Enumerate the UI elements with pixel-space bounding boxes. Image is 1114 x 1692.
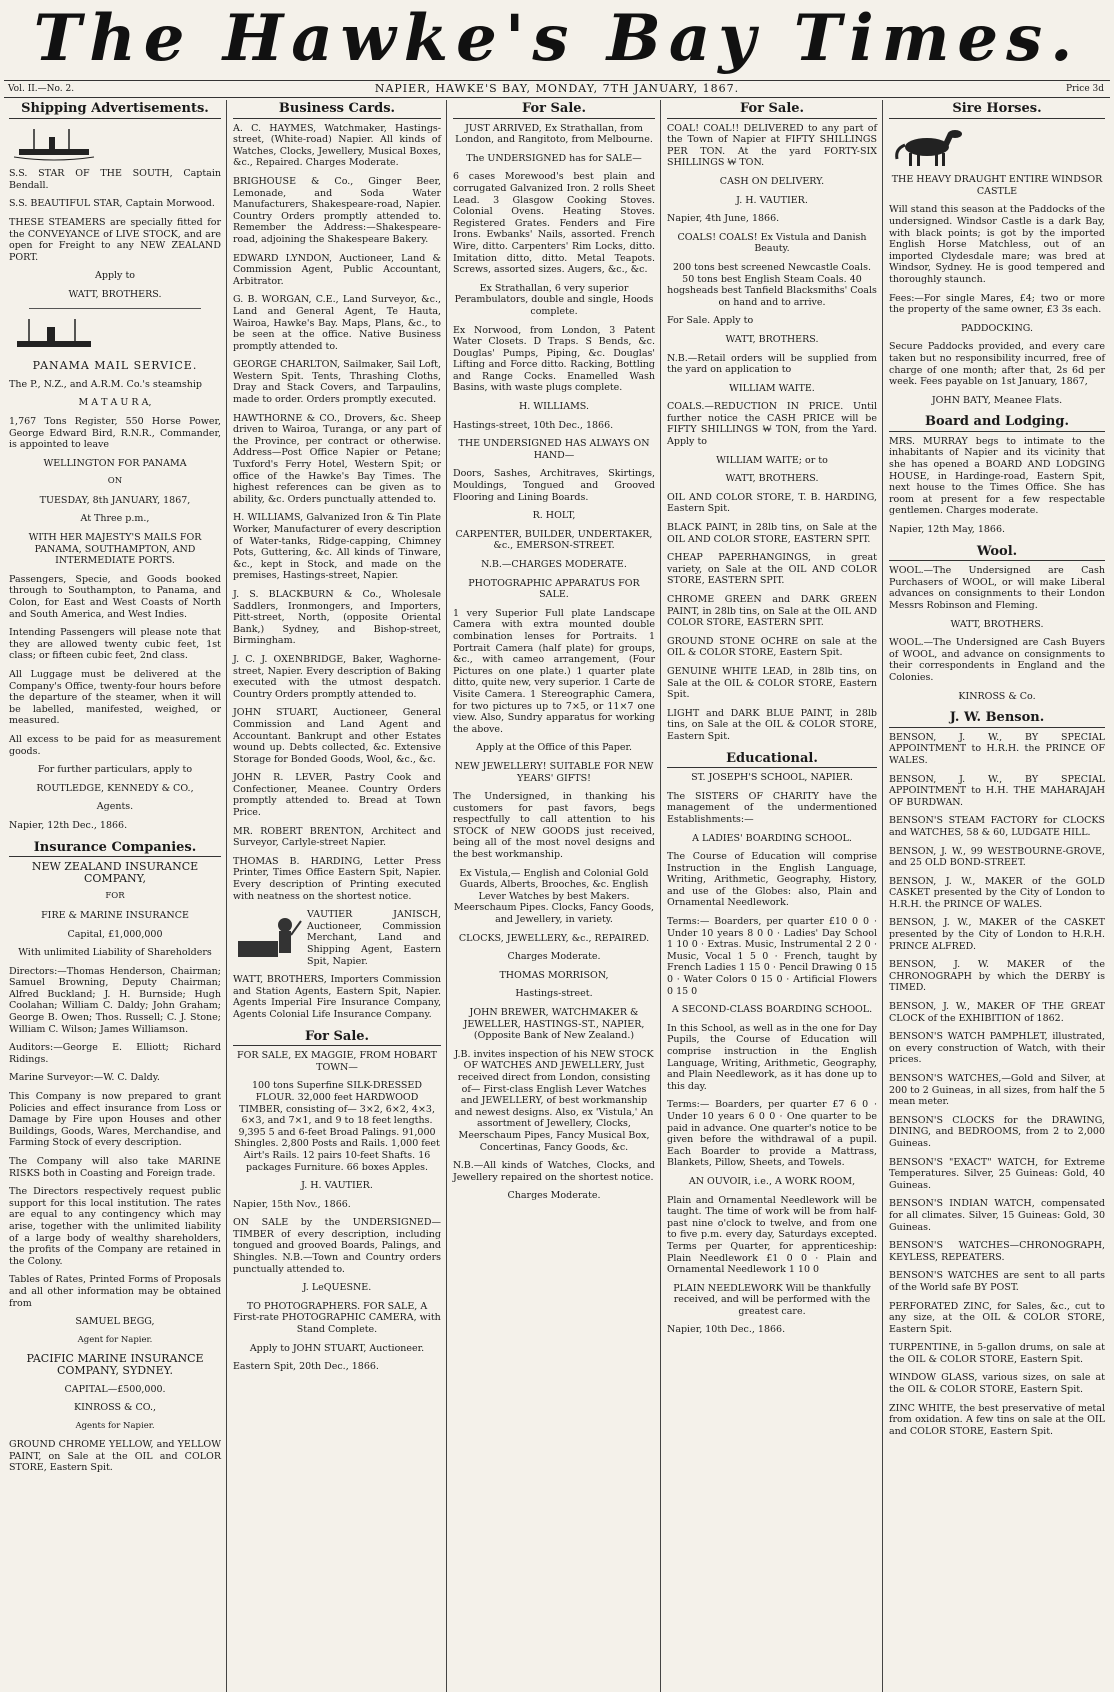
ad-heading: A LADIES' BOARDING SCHOOL.: [692, 832, 852, 844]
ad-text: Hastings-street.: [515, 988, 593, 1000]
benson-ad: BENSON'S WATCH PAMPHLET, illustrated, on every construction of Watch, with their prices.: [889, 1031, 1105, 1066]
advertiser-name: WILLIAM WAITE.: [729, 382, 815, 394]
ad-text: With unlimited Liability of Shareholders: [18, 947, 212, 959]
fee-table: Terms:— Boarders, per quarter £10 0 0 · Under 10 years 8 0 0 · Ladies' Day School 1 10 0 · Extras. Music, Instrumental 2 2 0 · Music, Vocal 1 5 0 · French, taught by French Ladies 1 15 0 · Pencil Drawing 0 15 0 · Water Colors 0 15 0 · Artificial Flowers 0 15 0: [667, 916, 877, 997]
benson-ad: BENSON, J. W., MAKER of the GOLD CASKET presented by the City of London to H.R.H. the PRINCE OF WALES.: [889, 875, 1105, 910]
masthead: [4, 0, 1110, 80]
ad-heading: A SECOND-CLASS BOARDING SCHOOL.: [671, 1004, 873, 1016]
ad-heading: THE HEAVY DRAUGHT ENTIRE WINDSOR CASTLE: [891, 174, 1103, 197]
advertisement: ON SALE by the UNDERSIGNED— TIMBER of every description, including tongued and grooved Boards, Palings, and Shingles. N.B.—Town and Country orders punctually attended to.: [233, 1217, 441, 1275]
advertisement: GENUINE WHITE LEAD, in 28lb tins, on Sale at the OIL & COLOR STORE, Eastern Spit.: [667, 665, 877, 701]
benson-ad: BENSON'S INDIAN WATCH, compensated for all climates. Silver, 15 Guineas: Gold, 30 Guineas.: [889, 1198, 1105, 1233]
capital-text: Capital, £1,000,000: [67, 928, 163, 940]
directors-list: Directors:—Thomas Henderson, Chairman; Samuel Browning, Deputy Chairman; Alfred Buckland; J. H. Burnside; Hugh Coolahan; William C. Daldy; John Graham; George B. Owen; Thos. Russell; C. J. Stone; William C. Wilson; James Williamson.: [9, 965, 221, 1035]
ad-heading: ST. JOSEPH'S SCHOOL, NAPIER.: [691, 772, 853, 784]
column-4: [662, 100, 882, 1692]
advertisement: WOOL.—The Undersigned are Cash Purchasers of WOOL, or will make Liberal advances on consignments to their London Messrs Robinson and Fleming.: [889, 565, 1105, 611]
advertisement: COAL! COAL!! DELIVERED to any part of the Town of Napier at FIFTY SHILLINGS PER TON. At the yard FORTY-SIX SHILLINGS ₩ TON.: [667, 122, 877, 169]
section-heading: For Sale.: [667, 100, 877, 119]
goods-list: 200 tons best screened Newcastle Coals. 50 tons best English Steam Coals. 40 hogsheads best Tanfield Blacksmiths' Coals on hand and to arrive.: [667, 261, 877, 308]
benson-ad: BENSON'S WATCHES are sent to all parts of the World safe BY POST.: [889, 1270, 1105, 1293]
advertiser-name: WATT, BROTHERS.: [68, 288, 162, 300]
advertiser-name: JOHN BATY, Meanee Flats.: [931, 394, 1063, 406]
advertisement: OIL AND COLOR STORE, T. B. HARDING, Eastern Spit.: [667, 491, 877, 515]
ad-note: Charges Moderate.: [507, 1190, 601, 1202]
ad-note: N.B.—Retail orders will be supplied from the yard on application to: [667, 352, 877, 376]
advertiser-name: WATT, BROTHERS.: [725, 473, 819, 485]
benson-ad: BENSON'S "EXACT" WATCH, for Extreme Temperatures. Silver, 25 Guineas: Gold, 40 Guineas.: [889, 1156, 1105, 1191]
business-card: A. C. HAYMES, Watchmaker, Hastings-street, (White-road) Napier. All kinds of Watches, Clocks, Jewellery, Musical Boxes, &c., Repaired. Charges Moderate.: [233, 122, 441, 169]
ad-text: In this School, as well as in the one for Day Pupils, the Course of Education will comprise instruction in the English Language, Writing, Arithmetic, Geography, and Plain Needlework, as it has done up to this day.: [667, 1022, 877, 1092]
business-card: BRIGHOUSE & Co., Ginger Beer, Lemonade, and Soda Water Manufacturers, Shakespeare-road, Napier. Country Orders promptly attended to. Remember the Address:—Shakespeare-road, adjoining the Shakespeare Bakery.: [233, 175, 441, 245]
ad-text: The UNDERSIGNED has for SALE—: [466, 152, 642, 164]
ad-text: CLOCKS, JEWELLERY, &c., REPAIRED.: [458, 932, 650, 944]
agent-text: Agents for Napier.: [75, 1420, 155, 1431]
ad-text: FIRE & MARINE INSURANCE: [41, 909, 189, 921]
benson-ad: BENSON, J. W., 99 WESTBOURNE-GROVE, and 25 OLD BOND-STREET.: [889, 845, 1105, 869]
dateline: [4, 80, 1110, 98]
column-3: [448, 100, 660, 1692]
advertiser-name: Apply to JOHN STUART, Auctioneer.: [249, 1342, 425, 1354]
mail-ports: WITH HER MAJESTY'S MAILS FOR PANAMA, SOUTHAMPTON, AND INTERMEDIATE PORTS.: [28, 532, 202, 567]
advertisement: TURPENTINE, in 5-gallon drums, on sale at the OIL & COLOR STORE, Eastern Spit.: [889, 1342, 1105, 1365]
column-2: [228, 100, 446, 1692]
goods-list: Ex Norwood, from London, 3 Patent Water Closets. D Traps. S Bends, &c. Douglas' Pumps, Piping, &c. Douglas' Lifting and Force ditto. Racking, Bottling and Range Cocks. Enamelled Wash Basins, with waste plugs complete.: [453, 324, 655, 394]
business-card: H. WILLIAMS, Galvanized Iron & Tin Plate Worker, Manufacturer of every description of Water-tanks, Ridge-capping, Chimney Pots, Guttering, &c. All kinds of Tinware, &c., kept in Stock, and made on the premises, Hastings-street, Napier.: [233, 512, 441, 582]
newspaper-title: The Hawke's Bay Times.: [33, 1, 1081, 76]
business-card: THOMAS B. HARDING, Letter Press Printer, Times Office Eastern Spit, Napier. Every description of Printing executed with neatness on the shortest notice.: [233, 855, 441, 902]
goods-list: 100 tons Superfine SILK-DRESSED FLOUR. 32,000 feet HARDWOOD TIMBER, consisting of— 3×2, 6×2, 4×3, 6×3, and 7×1, and 9 to 18 feet lengths. 9,395 5 and 6-feet Broad Palings. 91,000 Shingles. 2,800 Posts and Rails. 1,000 feet Airt's Rails. 12 pairs 10-feet Shafts. 16 packages Furniture. 66 boxes Apples.: [234, 1080, 440, 1173]
ad-text: All Luggage must be delivered at the Company's Office, twenty-four hours before the departure of the steamer, when it will be labelled, manifested, weighed, or measured.: [9, 669, 221, 727]
ship-name: M A T A U R A,: [78, 397, 152, 409]
advertisement: WOOL.—The Undersigned are Cash Buyers of WOOL, and advance on consignments to their correspondents in England and the Colonies.: [889, 637, 1105, 683]
advertiser-name: R. HOLT,: [532, 510, 576, 522]
advertiser-name: THOMAS MORRISON,: [499, 969, 609, 981]
steamship-icon: [9, 127, 99, 161]
column-1: [4, 100, 226, 1692]
goods-list: Ex Strathallan, 6 very superior Perambulators, double and single, Hoods complete.: [454, 282, 654, 317]
column-divider: [226, 100, 227, 1692]
ship-listing: S.S. BEAUTIFUL STAR, Captain Morwood.: [9, 198, 215, 210]
ad-note: N.B.—All kinds of Watches, Clocks, and Jewellery repaired on the shortest notice.: [453, 1160, 655, 1183]
section-heading: J. W. Benson.: [889, 709, 1105, 728]
price-text: Price 3d: [1066, 84, 1104, 94]
business-card: JOHN R. LEVER, Pastry Cook and Confectioner, Meanee. Country Orders promptly attended to. Bread at Town Price.: [233, 772, 441, 819]
departure-time: At Three p.m.,: [80, 513, 150, 525]
benson-ad: BENSON, J. W., MAKER of the CASKET presented by the City of London to H.R.H. PRINCE ALFRED.: [889, 917, 1105, 952]
ad-text: Will stand this season at the Paddocks of the undersigned. Windsor Castle is a dark Bay, with black points; is got by the imported English Horse Matchless, out of an imported Clydesdale mare; was bred at Windsor, Sydney. He is good tempered and thoroughly staunch.: [889, 204, 1105, 285]
column-divider: [446, 100, 447, 1692]
section-heading: For Sale.: [233, 1028, 441, 1047]
auctioneer-engraving-icon: [233, 911, 303, 961]
advertisement: TO PHOTOGRAPHERS. FOR SALE, A First-rate PHOTOGRAPHIC CAMERA, with Stand Complete.: [233, 1300, 441, 1336]
ad-text: CARPENTER, BUILDER, UNDERTAKER, &c., EMERSON-STREET.: [455, 528, 653, 552]
advertisement: GROUND STONE OCHRE on sale at the OIL & COLOR STORE, Eastern Spit.: [667, 635, 877, 659]
ship-listing: S.S. STAR OF THE SOUTH, Captain Bendall.: [9, 168, 221, 191]
section-heading: Business Cards.: [233, 100, 441, 119]
fee-table: Terms:— Boarders, per quarter £7 6 0 · Under 10 years 6 0 0 · One quarter to be paid in advance. One quarter's notice to be given before the withdrawal of a pupil. Each Boarder to provide a Mattrass, Blankets, Pillow, Sheets, and Towels.: [667, 1099, 877, 1169]
ad-date: Napier, 12th May, 1866.: [889, 524, 1006, 536]
column-divider: [660, 100, 661, 1692]
business-card: EDWARD LYNDON, Auctioneer, Land & Commission Agent, Public Accountant, Arbitrator.: [233, 252, 441, 287]
advertisement: THESE STEAMERS are specially fitted for the CONVEYANCE of LIVE STOCK, and are open for Freight to any NEW ZEALAND PORT.: [9, 216, 221, 263]
section-heading: For Sale.: [453, 100, 655, 119]
section-heading: Insurance Companies.: [9, 839, 221, 858]
advertiser-name: WATT, BROTHERS.: [725, 333, 819, 345]
surveyor-text: Marine Surveyor:—W. C. Daldy.: [9, 1072, 160, 1084]
route: WELLINGTON FOR PANAMA: [43, 457, 187, 469]
ad-text: Tables of Rates, Printed Forms of Proposals and all other information may be obtained from: [9, 1274, 221, 1309]
business-card: WATT, BROTHERS, Importers Commission and Station Agents, Eastern Spit, Napier. Agents Imperial Fire Insurance Company, Agents Colonial Life Insurance Company.: [233, 974, 441, 1020]
advertisement: BLACK PAINT, in 28lb tins, on Sale at the OIL AND COLOR STORE, EASTERN SPIT.: [667, 522, 877, 545]
on-text: ON: [107, 476, 123, 487]
ad-text: Secure Paddocks provided, and every care taken but no responsibility incurred, free of charge of one month; after that, 2s 6d per week. Fees payable on 1st January, 1867,: [889, 341, 1105, 388]
advertiser-name: WATT, BROTHERS.: [950, 618, 1044, 630]
advertisement: GROUND CHROME YELLOW, and YELLOW PAINT, on Sale at the OIL and COLOR STORE, Eastern Spit.: [9, 1439, 221, 1474]
advertiser-name: J. LeQUESNE.: [302, 1282, 372, 1294]
ad-text: The P., N.Z., and A.R.M. Co.'s steamship: [9, 378, 202, 390]
departure-date: TUESDAY, 8th JANUARY, 1867,: [39, 494, 191, 506]
advertiser-name: SAMUEL BEGG,: [75, 1316, 155, 1328]
ad-heading: NEW ZEALAND INSURANCE COMPANY,: [31, 860, 199, 885]
ad-text: Intending Passengers will please note that they are allowed twenty cubic feet, 1st class; or fifteen cubic feet, 2nd class.: [9, 627, 221, 662]
ad-date: Eastern Spit, 20th Dec., 1866.: [233, 1361, 379, 1373]
business-card: MR. ROBERT BRENTON, Architect and Surveyor, Carlyle-street Napier.: [233, 825, 441, 849]
ad-text: For further particulars, apply to: [37, 764, 193, 776]
goods-list: 1 very Superior Full plate Landscape Camera with extra mounted double combination lenses for Portraits. 1 Portrait Camera (half plate) for groups, &c., with cameo arrangement, (Four Pictures on one plate.) 1 quarter plate ditto, quite new, very superior. 1 Carte de Visite Camera. 1 Stereographic Camera, for two pictures up to 7×5, or 11×7 one view. Also, Sundry apparatus for working the above.: [453, 607, 655, 735]
ad-text: The Directors respectively request public support for this local institution. The rates are equal to any contingency which may arise, together with the unlimited liability of a large body of wealthy shareholders, the profits of the Company are retained in the Colony.: [9, 1186, 221, 1267]
ad-note: Charges Moderate.: [507, 951, 601, 963]
benson-ad: BENSON'S CLOCKS for the DRAWING, DINING, and BEDROOMS, from 2 to 2,000 Guineas.: [889, 1114, 1105, 1149]
ad-text: Passengers, Specie, and Goods booked through to Southampton, to Panama, and Colon, for East and West Coasts of North and South America, and West Indies.: [9, 573, 221, 620]
advertisement: PERFORATED ZINC, for Sales, &c., cut to any size, at the OIL & COLOR STORE, Eastern Spit.: [889, 1300, 1105, 1335]
ad-heading: PANAMA MAIL SERVICE.: [32, 359, 198, 373]
ad-date: Napier, 10th Dec., 1866.: [667, 1324, 786, 1336]
business-card: HAWTHORNE & CO., Drovers, &c. Sheep driven to Wairoa, Turanga, or any part of the Province, per contract or otherwise. Address—Post Office Napier or Petane; Tuxford's Ferry Hotel, Western Spit; or office of the Hawke's Bay Times. The highest references can be given as to ability, &c. Orders punctually attended to.: [233, 412, 441, 505]
benson-ad: BENSON'S STEAM FACTORY for CLOCKS and WATCHES, 58 & 60, LUDGATE HILL.: [889, 815, 1105, 838]
goods-list: 6 cases Morewood's best plain and corrugated Galvanized Iron. 2 rolls Sheet Lead. 3 Glasgow Cooking Stoves. Colonial Ovens. Heating Stoves. Registered Grates. Fenders and Fire Irons. Ewbanks' Nails, assorted. French Wire, ditto. Carpenters' Rim Locks, ditto. Imitation ditto, ditto. Metal Teapots. Screws, assorted sizes. Augers, &c., &c.: [453, 171, 655, 276]
business-card: [233, 909, 441, 967]
ad-heading: COALS! COALS! Ex Vistula and Danish Beauty.: [677, 231, 867, 255]
business-card: G. B. WORGAN, C.E., Land Surveyor, &c., Land and General Agent, Te Hauta, Wairoa, Hawke's Bay. Maps, Plans, &c., to be seen at the office. Native Business promptly attended to.: [233, 294, 441, 352]
horse-icon: [889, 127, 969, 167]
ad-date: Napier, 12th Dec., 1866.: [9, 819, 128, 831]
advertiser-name: J. H. VAUTIER.: [301, 1180, 373, 1192]
date-text: NAPIER, HAWKE'S BAY, MONDAY, 7TH JANUARY, 1867.: [374, 82, 740, 95]
advertiser-name: ROUTLEDGE, KENNEDY & CO.,: [36, 782, 194, 794]
ad-heading: PLAIN NEEDLEWORK Will be thankfully received, and will be performed with the greatest care.: [673, 1282, 871, 1317]
ad-heading: FOR SALE, EX MAGGIE, FROM HOBART TOWN—: [237, 1050, 437, 1073]
ad-text: All excess to be paid for as measurement goods.: [9, 733, 221, 757]
capital-text: CAPITAL—£500,000.: [64, 1383, 166, 1395]
agents-text: Agents.: [96, 801, 134, 813]
column-divider: [882, 100, 883, 1692]
column-5: [884, 100, 1110, 1692]
goods-list: Ex Vistula,— English and Colonial Gold Guards, Alberts, Brooches, &c. English Lever Watches by best Makers. Meerschaum Pipes. Clocks, Fancy Goods, and Jewellery, in variety.: [453, 867, 655, 926]
advertiser-name: J. H. VAUTIER.: [736, 194, 808, 206]
advertiser-name: KINROSS & CO.,: [74, 1402, 156, 1414]
ad-text: Doors, Sashes, Architraves, Skirtings, Mouldings, Tongued and Grooved Flooring and Lining Boards.: [453, 468, 655, 503]
mail-steamer-icon: [9, 319, 99, 353]
ad-heading: JUST ARRIVED, Ex Strathallan, from London, and Rangitoto, from Melbourne.: [455, 122, 653, 146]
benson-ad: BENSON, J. W. MAKER of the CHRONOGRAPH by which the DERBY is TIMED.: [889, 959, 1105, 994]
section-heading: Sire Horses.: [889, 100, 1105, 119]
newspaper-page: [4, 0, 1110, 1692]
section-heading: Shipping Advertisements.: [9, 100, 221, 119]
advertisement: WINDOW GLASS, various sizes, on sale at the OIL & COLOR STORE, Eastern Spit.: [889, 1372, 1105, 1396]
ad-text: The SISTERS OF CHARITY have the management of the undermentioned Establishments:—: [667, 790, 877, 825]
ad-heading: PADDOCKING.: [960, 322, 1034, 334]
advertisement: LIGHT and DARK BLUE PAINT, in 28lb tins, on Sale at the OIL & COLOR STORE, Eastern Spit.: [667, 707, 877, 742]
ad-text: The Undersigned, in thanking his customers for past favors, begs respectfully to call attention to his STOCK of NEW GOODS just received, being all of the most novel designs and the best workmanship.: [453, 791, 655, 861]
ad-date: Hastings-street, 10th Dec., 1866.: [453, 419, 614, 431]
benson-ad: BENSON'S WATCHES—CHRONOGRAPH, KEYLESS, REPEATERS.: [889, 1240, 1105, 1263]
benson-ad: BENSON, J. W., MAKER OF THE GREAT CLOCK of the EXHIBITION of 1862.: [889, 1001, 1105, 1024]
section-heading: Educational.: [667, 750, 877, 769]
benson-ad: BENSON, J. W., BY SPECIAL APPOINTMENT to H.R.H. the PRINCE OF WALES.: [889, 731, 1105, 766]
ad-text: This Company is now prepared to grant Policies and effect insurance from Loss or Damage by Fire upon Houses and other Buildings, Goods, Wares, Merchandise, and Farming Stock of every description.: [9, 1091, 221, 1149]
agent-text: Agent for Napier.: [77, 1334, 153, 1345]
ad-heading: AN OUVOIR, i.e., A WORK ROOM,: [688, 1175, 856, 1187]
advertiser-name: H. WILLIAMS.: [519, 401, 589, 413]
ad-text: CASH ON DELIVERY.: [719, 175, 825, 187]
ad-heading: JOHN BREWER, WATCHMAKER & JEWELLER, HASTINGS-ST., NAPIER, (Opposite Bank of New Zealand.): [463, 1007, 645, 1042]
ad-note: N.B.—CHARGES MODERATE.: [481, 559, 627, 570]
advertisement: MRS. MURRAY begs to intimate to the inhabitants of Napier and its vicinity that she has opened a BOARD AND LODGING HOUSE, in Hardinge-road, Eastern Spit, next house to the Times Office. She has room at present for a few respectable gentlemen. Charges moderate.: [889, 435, 1105, 517]
business-card-text: VAUTIER JANISCH, Auctioneer, Commission Merchant, Land and Shipping Agent, Eastern Spit, Napier.: [307, 909, 441, 967]
volume-number: Vol. II.—No. 2.: [8, 84, 75, 94]
benson-ad: BENSON, J. W., BY SPECIAL APPOINTMENT to H.H. THE MAHARAJAH OF BURDWAN.: [889, 773, 1105, 808]
ad-date: Napier, 4th June, 1866.: [667, 213, 780, 225]
ad-text: 1,767 Tons Register, 550 Horse Power, George Edward Bird, R.N.R., Commander, is appointed to leave: [9, 415, 221, 451]
ad-text: The Course of Education will comprise Instruction in the English Language, Writing, Arithmetic, Geography, History, and use of the Globes: also, Plain and Ornamental Needlework.: [667, 851, 877, 909]
apply-text: Apply to: [95, 270, 135, 282]
ad-text: For Sale. Apply to: [667, 315, 754, 327]
ad-heading: THE UNDERSIGNED HAS ALWAYS ON HAND—: [458, 438, 650, 461]
ad-text: Plain and Ornamental Needlework will be taught. The time of work will be from half-past nine o'clock to twelve, and from one to five p.m. every day, Saturdays excepted. Terms per Quarter, for apprenticeship: Plain Needlework £1 0 0 · Plain and Ornamental Needlework 1 10 0: [667, 1194, 877, 1276]
business-card: J. C. J. OXENBRIDGE, Baker, Waghorne-street, Napier. Every description of Baking executed with the utmost despatch. Country Orders promptly attended to.: [233, 653, 441, 700]
advertisement: CHEAP PAPERHANGINGS, in great variety, on Sale at the OIL AND COLOR STORE, EASTERN SPIT.: [667, 552, 877, 587]
for-text: FOR: [105, 891, 125, 902]
business-card: J. S. BLACKBURN & Co., Wholesale Saddlers, Ironmongers, and Importers, Pitt-street, North, (opposite Oriental Bank,) Sydney, and Bishop-street, Birmingham.: [233, 588, 441, 647]
advertisement: CHROME GREEN and DARK GREEN PAINT, in 28lb tins, on Sale at the OIL AND COLOR STORE, EASTERN SPIT.: [667, 594, 877, 629]
section-heading: Board and Lodging.: [889, 413, 1105, 432]
ad-heading: PHOTOGRAPHIC APPARATUS FOR SALE.: [468, 577, 640, 601]
section-heading: Wool.: [889, 543, 1105, 562]
business-card: GEORGE CHARLTON, Sailmaker, Sail Loft, Western Spit. Tents, Thrashing Cloths, Dray and Stack Covers, and Tarpaulins, made to order. Orders promptly executed.: [233, 359, 441, 406]
ad-text: The Company will also take MARINE RISKS both in Coasting and Foreign trade.: [9, 1156, 221, 1179]
ad-text: Fees:—For single Mares, £4; two or more the property of the same owner, £3 3s each.: [889, 292, 1105, 316]
ad-date: Napier, 15th Nov., 1866.: [233, 1198, 351, 1210]
ad-text: Apply at the Office of this Paper.: [475, 742, 633, 754]
ad-heading: NEW JEWELLERY! SUITABLE FOR NEW YEARS' GIFTS!: [454, 760, 654, 784]
divider: [29, 308, 201, 309]
business-card: JOHN STUART, Auctioneer, General Commission and Land Agent and Accountant. Bankrupt and other Estates wound up. Debts collected, &c. Extensive Storage for Bonded Goods, Wool, &c., &c.: [233, 707, 441, 765]
advertiser-name: KINROSS & Co.: [958, 690, 1036, 702]
advertisement: COALS.—REDUCTION IN PRICE. Until further notice the CASH PRICE will be FIFTY SHILLINGS ₩ TON, from the Yard. Apply to: [667, 401, 877, 448]
advertisement: ZINC WHITE, the best preservative of metal from oxidation. A few tins on sale at the OIL and COLOR STORE, Eastern Spit.: [889, 1402, 1105, 1437]
advertiser-name: WILLIAM WAITE; or to: [716, 454, 828, 466]
ad-text: J.B. invites inspection of his NEW STOCK OF WATCHES AND JEWELLERY, Just received direct from London, consisting of— First-class English Lever Watches and JEWELLERY, of best workmanship and newest designs. Also, ex 'Vistula,' An assortment of Jewellery, Clocks, Meerschaum Pipes, Fancy Musical Box, Concertinas, Fancy Goods, &c.: [454, 1048, 654, 1153]
ad-heading: PACIFIC MARINE INSURANCE COMPANY, SYDNEY.: [26, 1352, 204, 1377]
auditors-text: Auditors:—George E. Elliott; Richard Ridings.: [9, 1042, 221, 1065]
benson-ad: BENSON'S WATCHES,—Gold and Silver, at 200 to 2 Guineas, in all sizes, from half the 5 mean meter.: [889, 1073, 1106, 1108]
